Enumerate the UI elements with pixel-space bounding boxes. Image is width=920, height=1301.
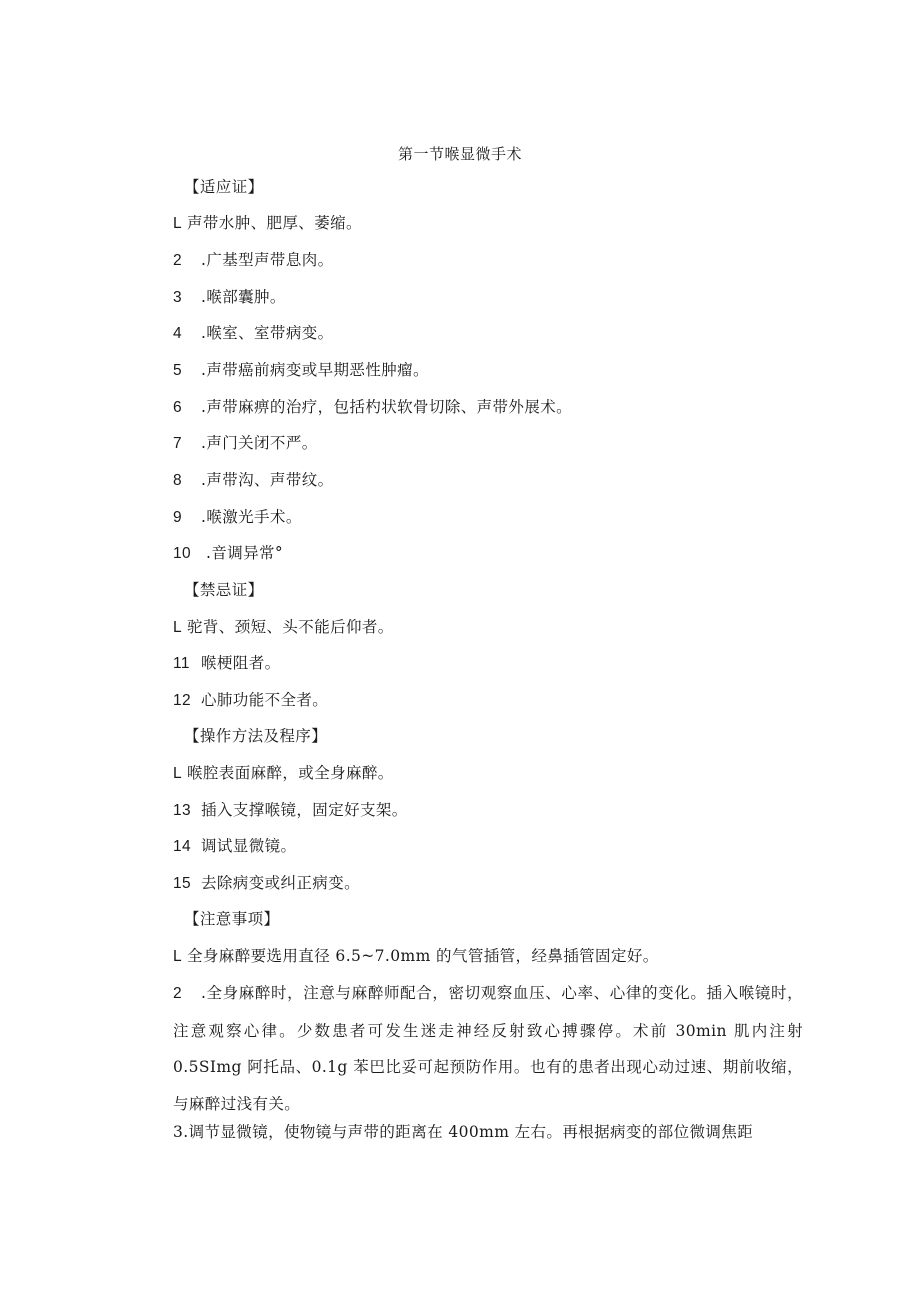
item-text: .声门关闭不严。 bbox=[201, 434, 318, 452]
item-text: 驼背、颈短、头不能后仰者。 bbox=[187, 618, 394, 636]
section-heading-indications: 【适应证】 bbox=[184, 178, 264, 196]
list-item bbox=[173, 360, 429, 381]
list-item bbox=[173, 873, 360, 894]
item-text: .喉部囊肿。 bbox=[201, 288, 286, 306]
item-number: 4 bbox=[173, 325, 183, 342]
section-heading-contraindications: 【禁忌证】 bbox=[184, 581, 264, 599]
item-text: 去除病变或纠正病变。 bbox=[201, 874, 361, 892]
list-item bbox=[173, 946, 659, 967]
list-item bbox=[173, 617, 394, 638]
paragraph-note-3: 3.调节显微镜，使物镜与声带的距离在 400mm 左右。再根据病变的部位微调焦距 bbox=[173, 1123, 754, 1141]
item-text: 喉腔表面麻醉，或全身麻醉。 bbox=[187, 764, 394, 782]
item-text: 声带水肿、肥厚、萎缩。 bbox=[187, 214, 362, 232]
list-item bbox=[173, 800, 408, 821]
list-item bbox=[173, 543, 283, 564]
section-heading-procedure: 【操作方法及程序】 bbox=[184, 727, 328, 745]
item-number: 12 bbox=[173, 692, 192, 709]
item-text: 调试显微镜。 bbox=[201, 837, 297, 855]
paragraph-note-2 bbox=[173, 975, 803, 1122]
item-text: .声带沟、声带纹。 bbox=[201, 471, 334, 489]
item-number: 7 bbox=[173, 435, 183, 452]
item-number: 9 bbox=[173, 509, 183, 526]
item-number: 15 bbox=[173, 875, 192, 892]
item-text: .声带癌前病变或早期恶性肿瘤。 bbox=[201, 361, 429, 379]
item-text: 全身麻醉要选用直径 6.5~7.0mm 的气管插管，经鼻插管固定好。 bbox=[187, 947, 659, 965]
item-text: .声带麻痹的治疗，包括杓状软骨切除、声带外展术。 bbox=[201, 398, 573, 416]
list-item bbox=[173, 763, 394, 784]
item-number: 5 bbox=[173, 362, 183, 379]
item-number: 3 bbox=[173, 289, 183, 306]
item-number: 8 bbox=[173, 472, 183, 489]
list-item bbox=[173, 470, 334, 491]
list-item bbox=[173, 213, 362, 234]
item-number: L bbox=[173, 619, 183, 636]
item-number: 14 bbox=[173, 838, 192, 855]
item-number: 6 bbox=[173, 399, 183, 416]
list-item bbox=[173, 323, 334, 344]
paragraph-text: .全身麻醉时，注意与麻醉师配合，密切观察血压、心率、心律的变化。插入喉镜时，注意观察心律。少数患者可发生迷走神经反射致心搏骤停。术前 30min 肌内注射 0.5SImg 阿托品、0.1g 苯巴比妥可起预防作用。也有的患者出现心动过速、期前收缩，与麻醉过浅有关。 bbox=[173, 984, 803, 1113]
item-number: 2 bbox=[173, 252, 183, 269]
item-text: 插入支撑喉镜，固定好支架。 bbox=[201, 801, 408, 819]
list-item bbox=[173, 287, 286, 308]
item-number: 11 bbox=[173, 655, 190, 672]
list-item bbox=[173, 836, 296, 857]
item-text: 心肺功能不全者。 bbox=[201, 691, 329, 709]
list-item bbox=[173, 433, 318, 454]
item-number: 2 bbox=[173, 985, 183, 1002]
list-item bbox=[173, 397, 572, 418]
item-number: 13 bbox=[173, 802, 192, 819]
item-text: .喉激光手术。 bbox=[201, 508, 302, 526]
list-item bbox=[173, 507, 302, 528]
item-number: 10 bbox=[173, 545, 192, 562]
item-text: .音调异常° bbox=[206, 544, 284, 562]
page-title: 第一节喉显微手术 bbox=[397, 145, 522, 163]
section-heading-notes: 【注意事项】 bbox=[184, 910, 280, 928]
list-item bbox=[173, 653, 281, 674]
list-item bbox=[173, 690, 328, 711]
list-item bbox=[173, 250, 334, 271]
item-number: L bbox=[173, 765, 183, 782]
item-number: L bbox=[173, 215, 183, 232]
item-text: 喉梗阻者。 bbox=[201, 654, 281, 672]
item-text: .喉室、室带病变。 bbox=[201, 324, 334, 342]
item-text: .广基型声带息肉。 bbox=[201, 251, 334, 269]
item-number: L bbox=[173, 948, 183, 965]
